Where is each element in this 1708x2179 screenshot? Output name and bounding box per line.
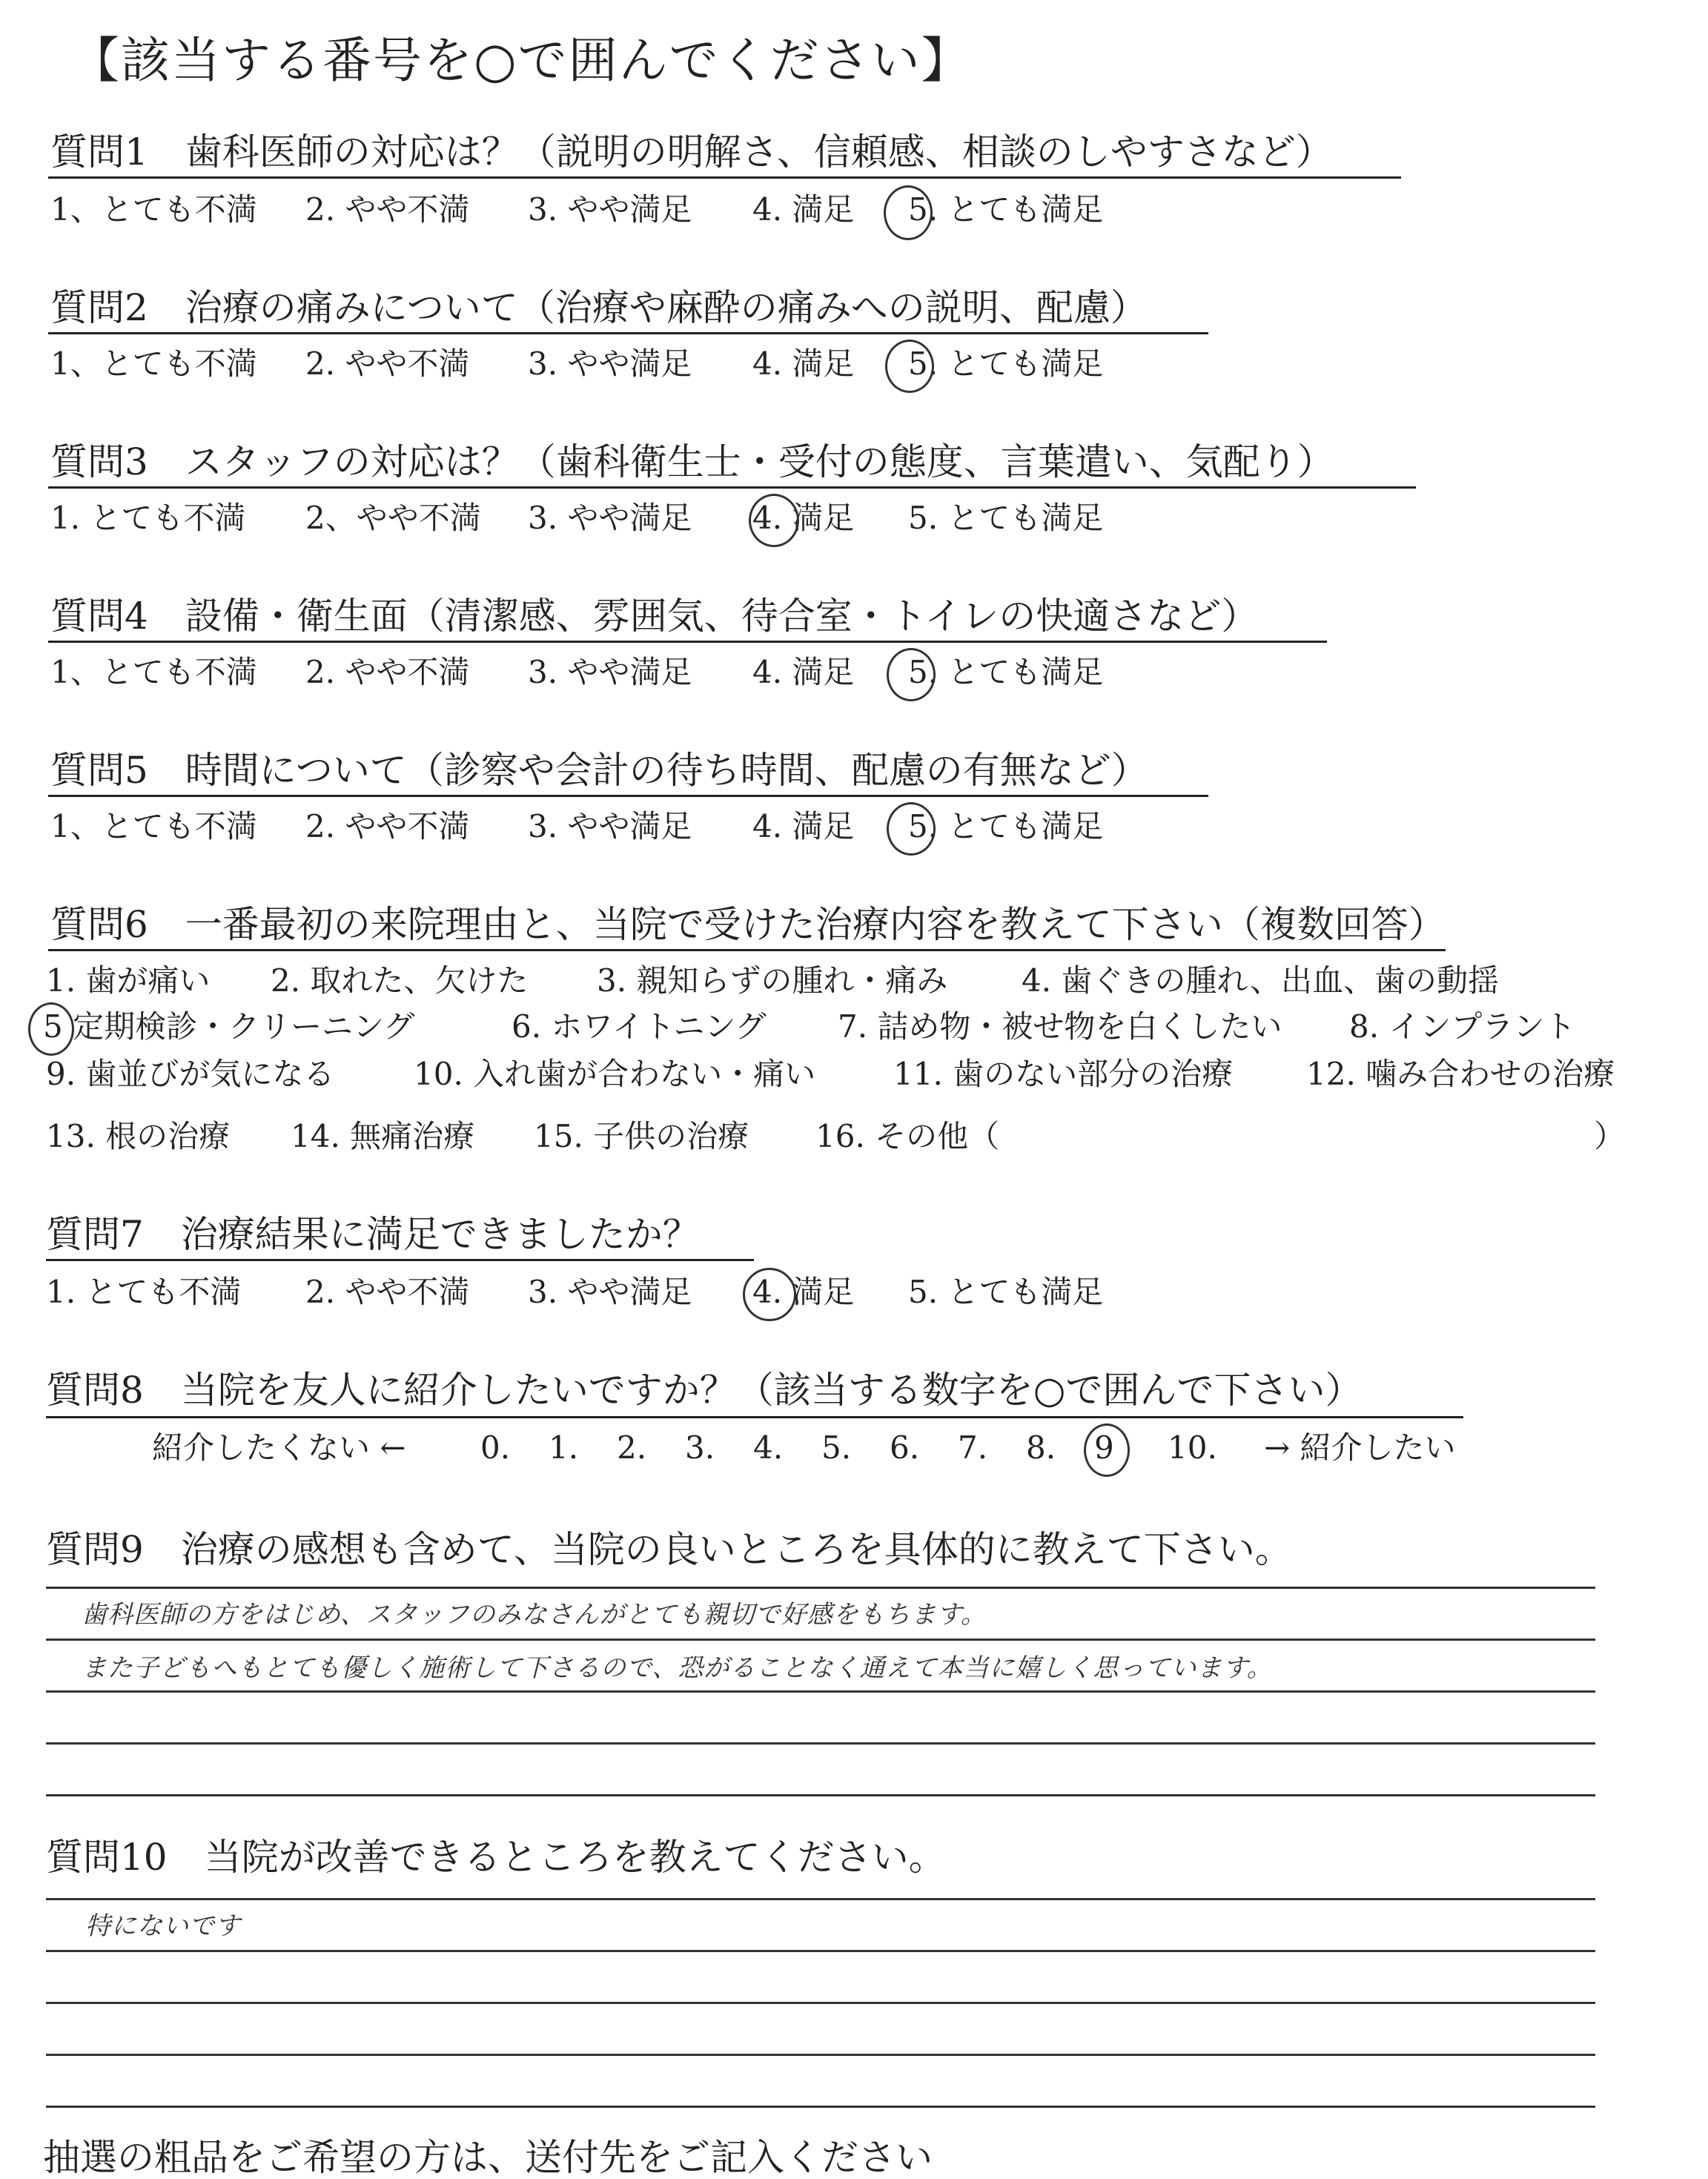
q8-left-label: 紹介したくない ← xyxy=(152,1429,406,1466)
q8-scale-9[interactable]: 9 xyxy=(1094,1429,1114,1466)
q3-opt2[interactable]: 2、やや不満 xyxy=(305,500,481,536)
q5-heading: 質問5 時間について（診察や会計の待ち時間、配慮の有無など） xyxy=(50,749,1148,792)
q8-underline xyxy=(46,1416,1463,1418)
q8-scale-2[interactable]: 2. xyxy=(617,1429,647,1466)
q4-opt3[interactable]: 3. やや満足 xyxy=(528,654,692,690)
q8-scale-1[interactable]: 1. xyxy=(549,1429,579,1466)
q6-item-7[interactable]: 7. 詰め物・被せ物を白くしたい xyxy=(838,1008,1282,1045)
q5-opt5[interactable]: 5. とても満足 xyxy=(908,808,1104,844)
q4-opt5[interactable]: 5. とても満足 xyxy=(908,654,1104,690)
q4-underline xyxy=(48,641,1327,643)
q5-underline xyxy=(48,795,1208,797)
q10-heading: 質問10 当院が改善できるところを教えてください。 xyxy=(46,1836,946,1879)
q8-answer-circle xyxy=(1084,1424,1130,1477)
q9-answer-line-1[interactable]: 歯科医師の方をはじめ、スタッフのみなさんがとても親切で好感をもちます。 xyxy=(82,1600,987,1630)
q6-item-1[interactable]: 1. 歯が痛い xyxy=(46,962,211,999)
q7-heading: 質問7 治療結果に満足できましたか？ xyxy=(46,1213,700,1256)
q5-opt4[interactable]: 4. 満足 xyxy=(752,808,855,844)
q10-line-2 xyxy=(46,1950,1595,1952)
page-title: 【該当する番号を○で囲んでください】 xyxy=(70,32,972,89)
q5-answer-circle xyxy=(887,802,936,856)
q6-item-6[interactable]: 6. ホワイトニング xyxy=(512,1008,767,1045)
q1-underline xyxy=(48,176,1401,179)
q6-item-16[interactable]: 16. その他（ xyxy=(815,1118,1000,1154)
q1-opt5[interactable]: 5. とても満足 xyxy=(908,191,1104,228)
q3-underline xyxy=(48,486,1416,489)
q6-item-11[interactable]: 11. 歯のない部分の治療 xyxy=(893,1056,1234,1092)
q8-scale-7[interactable]: 7. xyxy=(958,1429,988,1466)
q4-answer-circle xyxy=(887,648,936,701)
q5-opt1[interactable]: 1、とても不満 xyxy=(50,808,257,844)
q9-answer-line-2[interactable]: また子どもへもとても優しく施術して下さるので、恐がることなく通えて本当に嬉しく思っています。 xyxy=(82,1653,1273,1683)
q1-opt4[interactable]: 4. 満足 xyxy=(752,191,855,228)
q10-line-3 xyxy=(46,2002,1595,2004)
q10-answer-line-1[interactable]: 特にないです xyxy=(85,1911,241,1941)
q2-opt2[interactable]: 2. やや不満 xyxy=(305,345,470,382)
q7-opt3[interactable]: 3. やや満足 xyxy=(528,1274,692,1310)
q10-line-1 xyxy=(46,1898,1595,1900)
q6-heading: 質問6 一番最初の来院理由と、当院で受けた治療内容を教えて下さい（複数回答） xyxy=(50,903,1446,946)
q4-heading: 質問4 設備・衛生面（清潔感、雰囲気、待合室・トイレの快適さなど） xyxy=(50,595,1259,638)
q2-underline xyxy=(48,332,1208,334)
q7-opt2[interactable]: 2. やや不満 xyxy=(305,1274,470,1310)
q6-item-3[interactable]: 3. 親知らずの腫れ・痛み xyxy=(597,962,948,999)
q5-opt2[interactable]: 2. やや不満 xyxy=(305,808,470,844)
q10-line-4 xyxy=(46,2054,1595,2056)
q10-line-5 xyxy=(46,2106,1595,2108)
q7-opt4[interactable]: 4. 満足 xyxy=(752,1274,855,1310)
q9-line-5 xyxy=(46,1794,1595,1796)
q8-scale-10[interactable]: 10. xyxy=(1168,1429,1217,1466)
q1-opt3[interactable]: 3. やや満足 xyxy=(528,191,692,228)
q8-scale-4[interactable]: 4. xyxy=(753,1429,784,1466)
q9-heading: 質問9 治療の感想も含めて、当院の良いところを具体的に教えて下さい。 xyxy=(46,1528,1292,1571)
q2-opt3[interactable]: 3. やや満足 xyxy=(528,345,692,382)
q6-item-2[interactable]: 2. 取れた、欠けた xyxy=(271,962,529,999)
q3-opt4[interactable]: 4. 満足 xyxy=(752,500,855,536)
q2-opt1[interactable]: 1、とても不満 xyxy=(50,345,257,382)
q6-underline xyxy=(48,949,1446,951)
q2-heading: 質問2 治療の痛みについて（治療や麻酔の痛みへの説明、配慮） xyxy=(50,286,1148,329)
q7-underline xyxy=(46,1259,754,1261)
q6-item-8[interactable]: 8. インプラント xyxy=(1349,1008,1576,1045)
q6-item-12[interactable]: 12. 噛み合わせの治療 xyxy=(1306,1056,1615,1092)
q1-heading: 質問1 歯科医師の対応は？（説明の明解さ、信頼感、相談のしやすさなど） xyxy=(50,130,1333,173)
q3-answer-circle xyxy=(749,494,799,547)
q4-opt2[interactable]: 2. やや不満 xyxy=(305,654,470,690)
q4-opt4[interactable]: 4. 満足 xyxy=(752,654,855,690)
q9-line-1 xyxy=(46,1587,1595,1589)
q8-scale-3[interactable]: 3. xyxy=(685,1429,715,1466)
footer-note: 抽選の粗品をご希望の方は、送付先をご記入ください xyxy=(43,2136,933,2179)
q8-scale-0[interactable]: 0. xyxy=(480,1429,511,1466)
q6-item-13[interactable]: 13. 根の治療 xyxy=(46,1118,231,1154)
q6-item-4[interactable]: 4. 歯ぐきの腫れ、出血、歯の動揺 xyxy=(1022,962,1499,999)
q6-item-10[interactable]: 10. 入れ歯が合わない・痛い xyxy=(414,1056,816,1092)
q2-opt5[interactable]: 5. とても満足 xyxy=(908,345,1104,382)
q8-scale-6[interactable]: 6. xyxy=(890,1429,920,1466)
q6-item-15[interactable]: 15. 子供の治療 xyxy=(534,1118,749,1154)
q9-line-3 xyxy=(46,1690,1595,1693)
q9-line-2 xyxy=(46,1639,1595,1641)
q3-opt3[interactable]: 3. やや満足 xyxy=(528,500,692,536)
q7-opt5[interactable]: 5. とても満足 xyxy=(908,1274,1104,1310)
q4-opt1[interactable]: 1、とても不満 xyxy=(50,654,257,690)
q6-item-9[interactable]: 9. 歯並びが気になる xyxy=(46,1056,335,1092)
q3-opt5[interactable]: 5. とても満足 xyxy=(908,500,1104,536)
q8-right-label: → 紹介したい xyxy=(1264,1429,1456,1466)
q1-opt1[interactable]: 1、とても不満 xyxy=(50,191,257,228)
q3-heading: 質問3 スタッフの対応は？（歯科衛生士・受付の態度、言葉遣い、気配り） xyxy=(50,440,1334,483)
q1-opt2[interactable]: 2. やや不満 xyxy=(305,191,470,228)
q7-answer-circle xyxy=(743,1268,796,1321)
q1-answer-circle xyxy=(884,185,933,240)
q8-heading: 質問8 当院を友人に紹介したいですか？（該当する数字を○で囲んで下さい） xyxy=(46,1369,1363,1412)
q7-opt1[interactable]: 1. とても不満 xyxy=(46,1274,242,1310)
q3-opt1[interactable]: 1. とても不満 xyxy=(50,500,246,536)
q8-scale-8[interactable]: 8. xyxy=(1026,1429,1056,1466)
q6-other-close: ） xyxy=(1594,1118,1626,1154)
q2-answer-circle xyxy=(885,340,934,393)
q6-answer-circle xyxy=(28,1002,74,1056)
q8-scale-5[interactable]: 5. xyxy=(821,1429,852,1466)
q2-opt4[interactable]: 4. 満足 xyxy=(752,345,855,382)
q6-item-14[interactable]: 14. 無痛治療 xyxy=(291,1118,475,1154)
q5-opt3[interactable]: 3. やや満足 xyxy=(528,808,692,844)
q6-item-5[interactable]: 5 定期検診・クリーニング xyxy=(43,1008,415,1045)
q9-line-4 xyxy=(46,1742,1595,1745)
